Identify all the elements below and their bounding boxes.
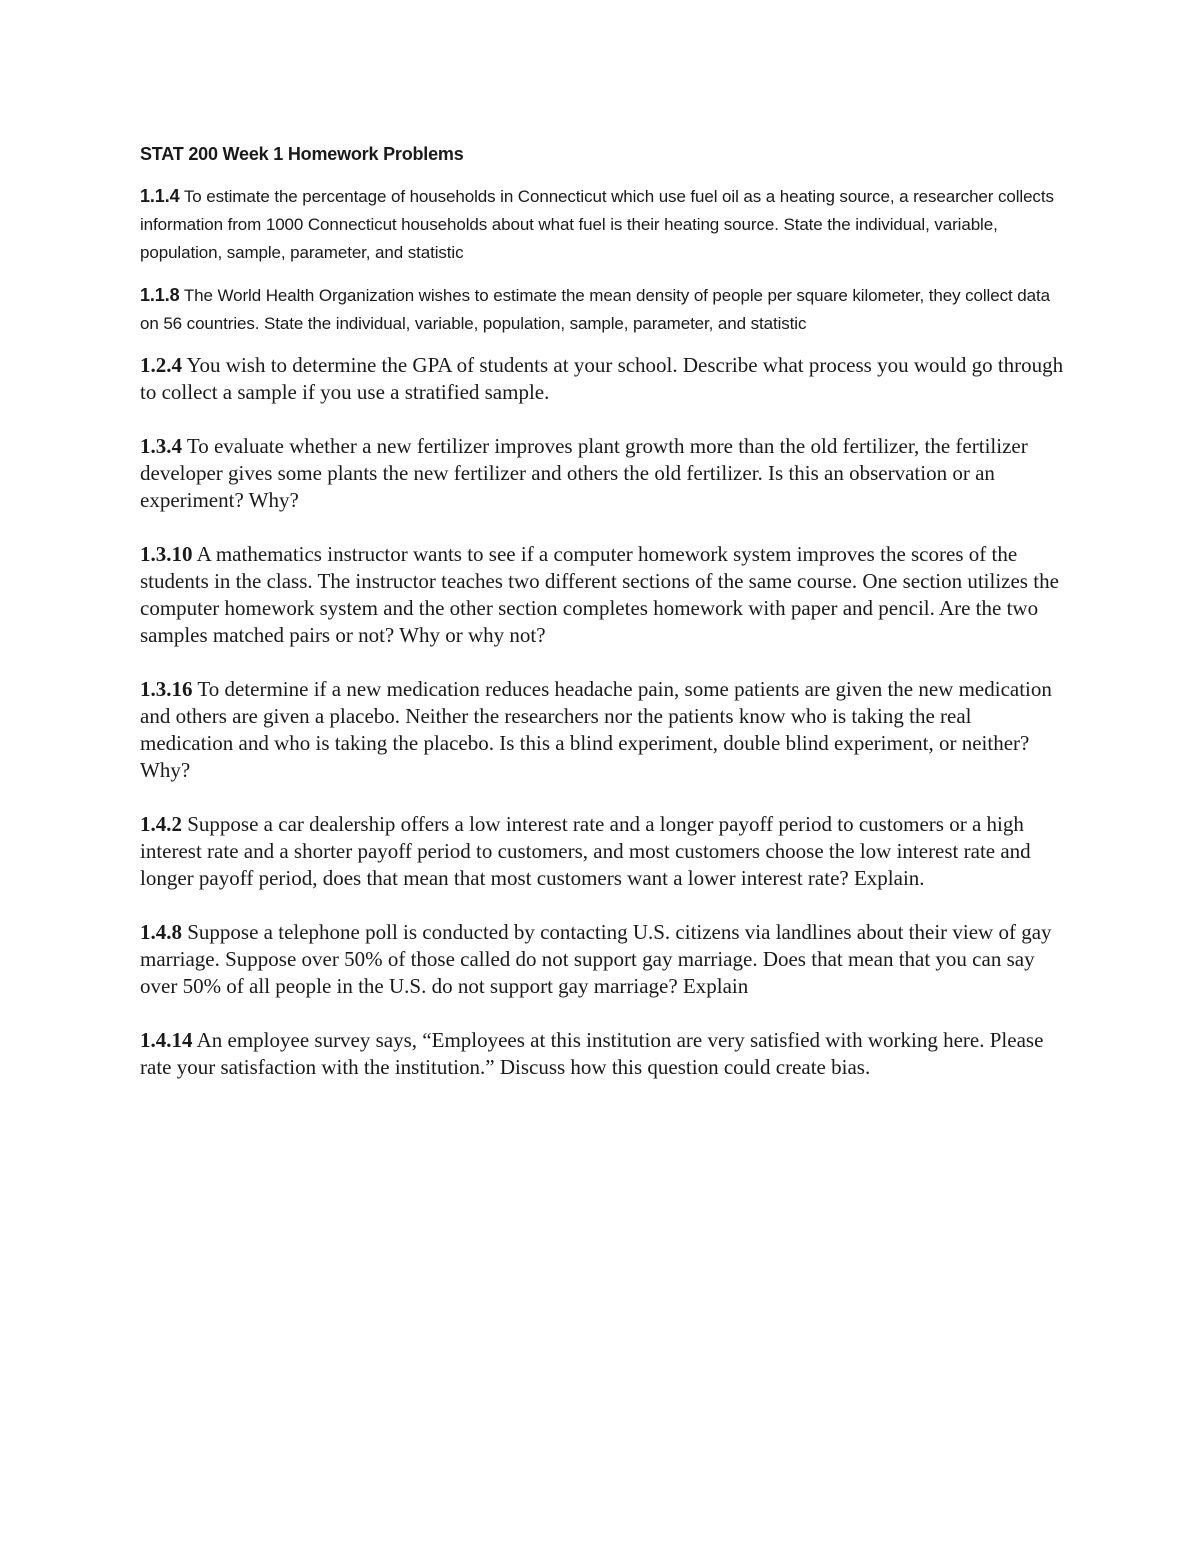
problem-number: 1.4.14: [140, 1028, 193, 1052]
problem-number: 1.1.4: [140, 186, 180, 206]
problem-number: 1.1.8: [140, 285, 180, 305]
problem-number: 1.3.4: [140, 434, 182, 458]
problem-text: To estimate the percentage of households in Connecticut which use fuel oil as a heating source, a researcher collects information from 1000 Connecticut households about what fuel is their heating source. State the individual, variable, population, sample, parameter, and statistic: [140, 187, 1054, 262]
problem-1-4-14: [140, 1027, 1065, 1081]
problem-text: The World Health Organization wishes to estimate the mean density of people per square kilometer, they collect data on 56 countries. State the individual, variable, population, sample, parameter, and statistic: [140, 286, 1050, 333]
problem-1-3-4: [140, 433, 1065, 514]
problem-number: 1.2.4: [140, 353, 182, 377]
document-body: [140, 140, 1065, 1108]
problem-text: To evaluate whether a new fertilizer improves plant growth more than the old fertilizer, the fertilizer developer gives some plants the new fertilizer and others the old fertilizer. Is this an observation or an experiment? Why?: [140, 434, 1028, 512]
problem-number: 1.4.8: [140, 920, 182, 944]
problem-1-3-10: [140, 541, 1065, 649]
problem-text: You wish to determine the GPA of students at your school. Describe what process you would go through to collect a sample if you use a stratified sample.: [140, 353, 1064, 404]
problem-text: To determine if a new medication reduces headache pain, some patients are given the new medication and others are given a placebo. Neither the researchers nor the patients know who is taking the real medication and who is taking the placebo. Is this a blind experiment, double blind experiment, or neither? Why?: [140, 677, 1052, 782]
problem-text: Suppose a car dealership offers a low interest rate and a longer payoff period to customers or a high interest rate and a shorter payoff period to customers, and most customers choose the low interest rate and longer payoff period, does that mean that most customers want a lower interest rate? Explain.: [140, 812, 1031, 890]
problem-1-3-16: [140, 676, 1065, 784]
problem-1-1-4: [140, 182, 1065, 267]
document-title: STAT 200 Week 1 Homework Problems: [140, 144, 464, 164]
problem-number: 1.3.10: [140, 542, 193, 566]
problem-number: 1.3.16: [140, 677, 193, 701]
problem-1-1-8: [140, 281, 1065, 338]
problem-1-4-2: [140, 811, 1065, 892]
problem-text: A mathematics instructor wants to see if a computer homework system improves the scores of the students in the class. The instructor teaches two different sections of the same course. One section utilizes the computer homework system and the other section completes homework with paper and pencil. Are the two samples matched pairs or not? Why or why not?: [140, 542, 1059, 647]
problem-1-2-4: [140, 352, 1065, 406]
problem-1-4-8: [140, 919, 1065, 1000]
problem-number: 1.4.2: [140, 812, 182, 836]
problem-text: Suppose a telephone poll is conducted by contacting U.S. citizens via landlines about their view of gay marriage. Suppose over 50% of those called do not support gay marriage. Does that mean that you can say over 50% of all people in the U.S. do not support gay marriage? Explain: [140, 920, 1052, 998]
problem-text: An employee survey says, “Employees at this institution are very satisfied with working here. Please rate your satisfaction with the institution.” Discuss how this question could create bias.: [140, 1028, 1044, 1079]
